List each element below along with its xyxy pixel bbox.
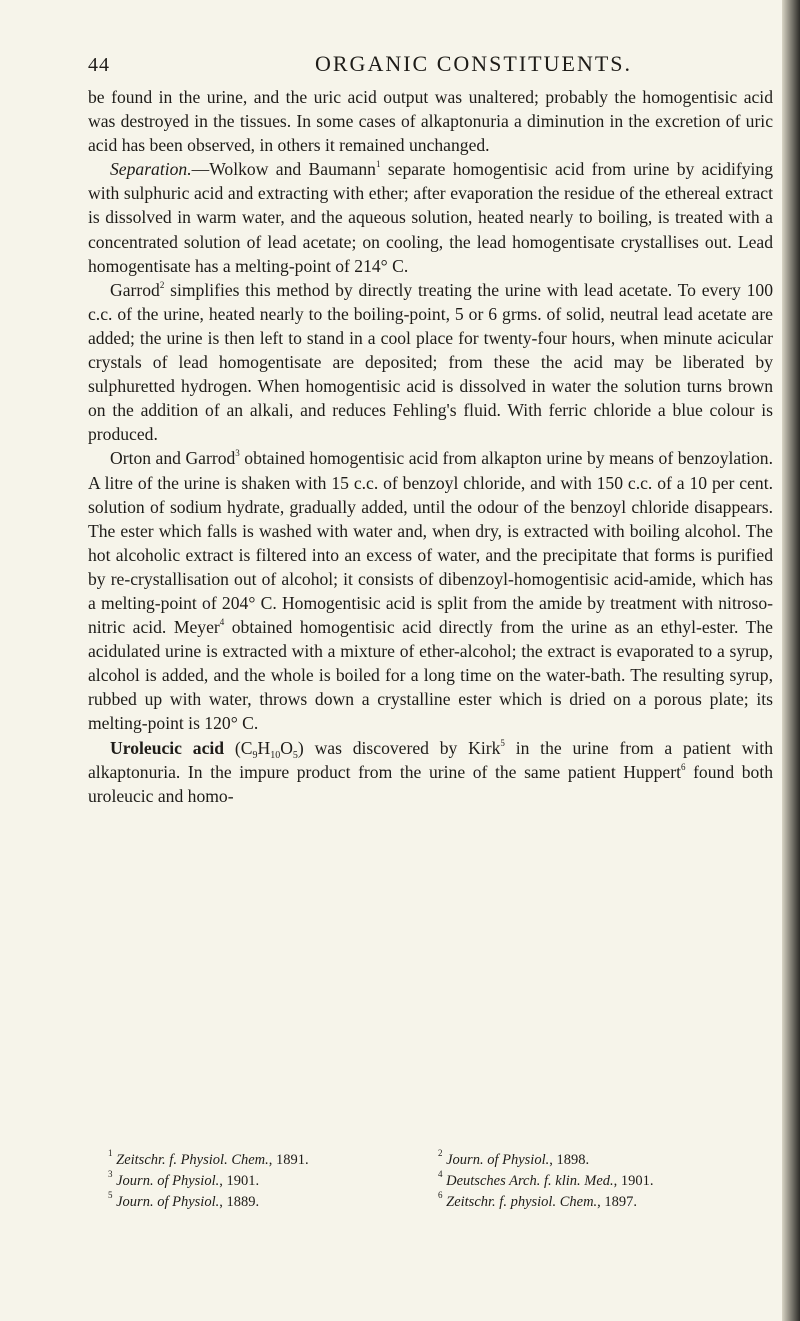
section-label: Separation. — [110, 159, 192, 180]
footnote — [438, 1150, 768, 1171]
footnote-source: Zeitschr. f. Physiol. Chem. — [116, 1152, 269, 1168]
formula-subscript: 10 — [270, 749, 281, 761]
footnote-year: , 1897. — [597, 1194, 638, 1210]
dash: — — [191, 159, 210, 180]
footnote — [108, 1171, 438, 1192]
chemical-formula — [224, 737, 304, 761]
uroleucic-heading: Uroleucic acid — [110, 737, 225, 758]
formula-subscript: 5 — [292, 749, 298, 761]
text-segment: in the urine from a patient with alkaptonuria. In the impure product from the urine of the same patient Huppert — [88, 737, 773, 782]
footnote-source: Deutsches Arch. f. klin. Med. — [446, 1173, 614, 1189]
footnote-number: 1 — [108, 1148, 113, 1158]
footnote-number: 2 — [438, 1148, 443, 1158]
text-segment: Wolkow and Baumann — [209, 159, 376, 180]
footnote-ref: 4 — [219, 617, 225, 628]
text-segment: simplifies this method by directly treating the urine with lead acetate. To every 100 c.c. of the urine, heated nearly to the boiling-point, 5 or 6 grms. of solid, neutral lead acetate are added; the urine is then left to stand in a cool place for twenty-four hours, when minute acicular crystals of lead homogentisate are deposited; from these the acid may be liberated by sulphuretted hydrogen. When homogentisic acid is dissolved in water the solution turns brown on the addition of an alkali, and reduces Fehling's fluid. With ferric chloride a blue colour is produced. — [88, 279, 773, 445]
footnote-year: , 1898. — [549, 1152, 590, 1168]
footnote-number: 4 — [438, 1169, 443, 1179]
footnote-ref: 1 — [375, 159, 381, 170]
paragraph-continuation: be found in the urine, and the uric acid output was unaltered; probably the homogentisic acid was destroyed in the tissues. In some cases of alkaptonuria a diminution in the excretion of uric acid has been observed, in others it remained unchanged. — [88, 87, 773, 156]
footnote-year: , 1901. — [219, 1173, 260, 1189]
footnote-ref: 6 — [680, 761, 686, 772]
footnote-year: , 1889. — [219, 1194, 260, 1210]
paragraph-garrod — [88, 278, 773, 447]
footnotes — [108, 1150, 768, 1213]
footnote — [438, 1171, 768, 1192]
footnote — [108, 1192, 438, 1213]
formula-part: H — [257, 737, 271, 758]
formula-subscript: 9 — [252, 749, 258, 761]
footnote-year: , 1891. — [268, 1152, 309, 1168]
footnote-row — [108, 1171, 768, 1192]
text-segment: obtained homogentisic acid from alkapton urine by means of benzoylation. A litre of the urine is shaken with 15 c.c. of benzoyl chloride, and with 150 c.c. of a 10 per cent. solution of sodium hydrate, gradually added, until the odour of the benzoyl chloride disappears. The ester which falls is washed with water and, when dry, is extracted with boiling alcohol. The hot alcoholic extract is filtered into an excess of water, and the precipitate that forms is purified by re-crystallisation out of alcohol; it consists of dibenzoyl-homogentisic acid-amide, which has a melting-point of 204° C. Homogentisic acid is split from the amide by treatment with nitroso-nitric acid. Meyer — [88, 448, 773, 638]
footnote-source: Journ. of Physiol. — [116, 1194, 220, 1210]
text-segment: obtained homogentisic acid directly from the urine as an ethyl-ester. The acidulated urine is extracted with a mixture of ether-alcohol; the extract is evaporated to a syrup, alcohol is added, and the whole is boiled for a long time on the water-bath. The resulting syrup, rubbed up with water, throws down a crystalline ester which is dried on a porous plate; its melting-point is 120° C. — [88, 617, 773, 734]
text-segment: Orton and Garrod — [110, 448, 236, 469]
book-spine-shadow — [782, 0, 800, 1321]
text-segment: was discovered by Kirk — [303, 737, 501, 758]
running-title: ORGANIC CONSTITUENTS. — [315, 51, 632, 76]
paragraph-orton-garrod — [88, 446, 773, 735]
formula-part: ) — [297, 737, 304, 758]
footnote-ref: 2 — [159, 279, 165, 290]
footnote-row — [108, 1150, 768, 1171]
footnote-number: 6 — [438, 1190, 443, 1200]
footnote-year: , 1901. — [613, 1173, 654, 1189]
page-number: 44 — [88, 54, 110, 76]
footnote-row — [108, 1192, 768, 1213]
footnote-source: Journ. of Physiol. — [446, 1152, 550, 1168]
footnote-ref: 3 — [235, 448, 240, 459]
paragraph-separation — [88, 157, 773, 277]
body-text — [88, 85, 773, 808]
footnote-source: Zeitschr. f. physiol. Chem. — [446, 1194, 598, 1210]
footnote-source: Journ. of Physiol. — [116, 1173, 220, 1189]
footnote — [438, 1192, 768, 1213]
text-segment: found both uroleucic and homo- — [88, 761, 773, 806]
footnote-ref: 5 — [500, 737, 505, 748]
formula-part: O — [280, 737, 293, 758]
formula-part: (C — [224, 737, 253, 758]
paragraph-uroleucic — [88, 736, 773, 808]
text-segment: separate homogentisic acid from urine by acidifying with sulphuric acid and extracting with ether; after evaporation the residue of the ethereal extract is dissolved in warm water, and the aqueous solution, heated nearly to boiling, is treated with a concentrated solution of lead acetate; on cooling, the lead homogentisate crystallises out. Lead homogentisate has a melting-point of 214° C. — [88, 159, 774, 276]
page-header — [88, 50, 788, 80]
footnote-number: 5 — [108, 1190, 113, 1200]
text-segment: Garrod — [110, 279, 160, 300]
footnote — [108, 1150, 438, 1171]
footnote-number: 3 — [108, 1169, 113, 1179]
